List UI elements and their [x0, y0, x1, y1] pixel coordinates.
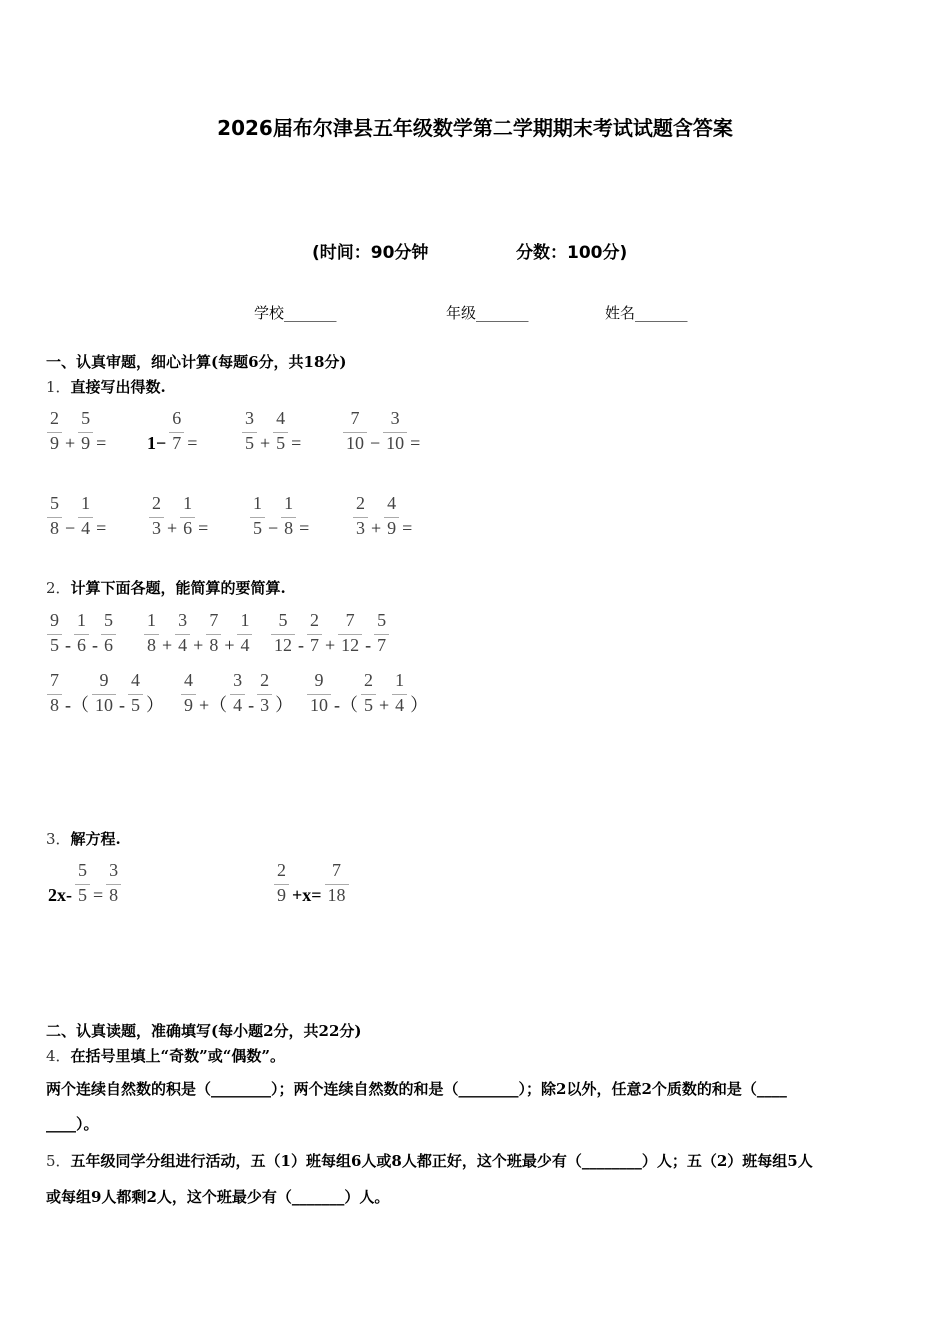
operator: - — [119, 695, 125, 715]
denominator: 8 — [281, 517, 296, 538]
numerator: 9 — [50, 610, 59, 630]
fraction — [169, 408, 184, 453]
expression — [352, 493, 414, 538]
operator: +x= — [292, 885, 322, 905]
school-field: 学校_______ — [254, 304, 337, 322]
denominator: 9 — [78, 432, 93, 453]
denominator: 6 — [74, 634, 89, 655]
question-number: 5． — [46, 1152, 71, 1170]
fraction — [206, 610, 221, 655]
numerator: 2 — [310, 610, 319, 630]
numerator: 1 — [395, 670, 405, 690]
numerator: 5 — [50, 493, 59, 513]
fraction — [281, 493, 296, 538]
numerator: 7 — [350, 408, 360, 428]
operator: + — [167, 518, 178, 538]
numerator: 1 — [284, 493, 294, 513]
denominator: 3 — [149, 517, 164, 538]
fraction — [47, 610, 62, 655]
operator: = — [402, 518, 413, 538]
fraction — [274, 860, 289, 905]
expression — [342, 408, 422, 453]
fraction — [75, 860, 90, 905]
numerator: 3 — [178, 610, 188, 630]
denominator: 9 — [47, 432, 62, 453]
question-number: 1． — [46, 378, 71, 396]
question-1 — [46, 376, 166, 397]
exam-time: (时间：90分钟 — [312, 243, 429, 263]
operator: + — [260, 433, 271, 453]
fraction — [144, 610, 159, 655]
expression — [46, 610, 117, 655]
question-number: 3． — [46, 830, 71, 848]
numerator: 5 — [81, 408, 91, 428]
fraction — [47, 493, 62, 538]
denominator: 5 — [47, 634, 62, 655]
fraction — [78, 408, 93, 453]
fraction — [271, 610, 295, 655]
denominator: 5 — [128, 694, 143, 715]
question-4-line-2: ____）。 — [46, 1115, 99, 1133]
numerator: 6 — [172, 408, 182, 428]
fraction — [307, 610, 322, 655]
fraction — [101, 610, 116, 655]
denominator: 7 — [169, 432, 184, 453]
denominator: 3 — [353, 517, 368, 538]
numerator: 2 — [277, 860, 286, 880]
operator: - — [298, 635, 304, 655]
operator: + — [65, 433, 76, 453]
denominator: 7 — [307, 634, 322, 655]
question-4 — [46, 1045, 285, 1066]
expression — [148, 493, 210, 538]
denominator: 4 — [230, 694, 245, 715]
denominator: 10 — [383, 432, 407, 453]
operator: - — [248, 695, 255, 715]
fraction — [78, 493, 93, 538]
numerator: 5 — [377, 610, 387, 630]
fraction — [361, 670, 376, 715]
expression — [249, 493, 311, 538]
denominator: 4 — [78, 517, 93, 538]
expression — [241, 408, 303, 453]
numerator: 9 — [314, 670, 324, 690]
denominator: 3 — [257, 694, 272, 715]
denominator: 18 — [325, 884, 349, 905]
numerator: 2 — [152, 493, 161, 513]
operator: + — [193, 635, 204, 655]
operator: + — [371, 518, 382, 538]
denominator: 9 — [384, 517, 399, 538]
denominator: 12 — [338, 634, 362, 655]
fraction — [273, 408, 288, 453]
exam-score: 分数：100分) — [516, 243, 628, 263]
equation — [273, 860, 350, 905]
denominator: 9 — [274, 884, 289, 905]
expression — [180, 670, 295, 715]
operator: = — [187, 433, 198, 453]
denominator: 5 — [242, 432, 257, 453]
fraction — [383, 408, 407, 453]
fraction — [353, 493, 368, 538]
section-1-heading: 一、认真审题，细心计算(每题6分，共18分) — [46, 353, 347, 371]
numerator: 4 — [276, 408, 286, 428]
operator: - — [65, 635, 71, 655]
fraction — [230, 670, 245, 715]
numerator: 5 — [278, 610, 288, 630]
numerator: 3 — [245, 408, 254, 428]
denominator: 8 — [144, 634, 159, 655]
numerator: 1 — [240, 610, 250, 630]
numerator: 2 — [364, 670, 373, 690]
operator: -（ — [65, 695, 89, 715]
numerator: 1 — [253, 493, 262, 513]
numerator: 5 — [78, 860, 87, 880]
section-2-heading: 二、认真读题，准确填写(每小题2分，共22分) — [46, 1022, 362, 1040]
fraction — [180, 493, 195, 538]
operator: − — [268, 518, 279, 538]
operator: + — [162, 635, 173, 655]
fraction — [74, 610, 89, 655]
numerator: 1 — [147, 610, 156, 630]
operator: ） — [275, 695, 294, 715]
denominator: 10 — [343, 432, 367, 453]
fraction — [47, 408, 62, 453]
denominator: 5 — [273, 432, 288, 453]
fraction — [237, 610, 252, 655]
denominator: 7 — [374, 634, 389, 655]
operator: +（ — [199, 695, 228, 715]
expression — [143, 610, 253, 655]
operator: -（ — [334, 695, 358, 715]
grade-field: 年级_______ — [446, 304, 529, 322]
numerator: 1 — [183, 493, 193, 513]
fraction — [325, 860, 349, 905]
operator: = — [410, 433, 421, 453]
numerator: 7 — [50, 670, 59, 690]
fraction — [92, 670, 116, 715]
name-field: 姓名_______ — [605, 304, 688, 322]
denominator: 8 — [47, 694, 62, 715]
denominator: 5 — [361, 694, 376, 715]
denominator: 8 — [106, 884, 121, 905]
numerator: 7 — [345, 610, 355, 630]
denominator: 4 — [237, 634, 252, 655]
numerator: 5 — [104, 610, 113, 630]
operator: ） — [410, 695, 429, 715]
operator: = — [299, 518, 310, 538]
numerator: 4 — [131, 670, 140, 690]
operator: = — [93, 885, 104, 905]
fraction — [149, 493, 164, 538]
operator: ） — [146, 695, 164, 715]
numerator: 2 — [260, 670, 270, 690]
denominator: 6 — [180, 517, 195, 538]
question-number: 4． — [46, 1047, 71, 1065]
equation — [46, 860, 122, 905]
question-3 — [46, 828, 121, 849]
operator: + — [325, 635, 336, 655]
question-number: 2． — [46, 579, 71, 597]
denominator: 12 — [271, 634, 295, 655]
operator: 1− — [147, 433, 167, 453]
fraction — [392, 670, 407, 715]
denominator: 4 — [392, 694, 407, 715]
numerator: 4 — [387, 493, 397, 513]
operator: + — [224, 635, 235, 655]
denominator: 8 — [47, 517, 62, 538]
expression — [46, 493, 108, 538]
fraction — [106, 860, 121, 905]
fraction — [128, 670, 143, 715]
operator: = — [198, 518, 209, 538]
operator: = — [96, 518, 107, 538]
fraction — [307, 670, 331, 715]
question-text: 直接写出得数. — [70, 378, 166, 396]
denominator: 5 — [250, 517, 265, 538]
question-5-line-1: 五年级同学分组进行活动，五（1）班每组6人或8人都正好，这个班最少有（________）人；五（2）班每组5人 — [70, 1152, 813, 1170]
question-text: 解方程. — [70, 830, 121, 848]
expression — [145, 408, 199, 453]
numerator: 7 — [332, 860, 342, 880]
fraction — [47, 670, 62, 715]
fraction — [175, 610, 190, 655]
question-text: 计算下面各题，能简算的要简算. — [70, 579, 286, 597]
numerator: 3 — [233, 670, 243, 690]
expression — [46, 408, 108, 453]
fraction — [343, 408, 367, 453]
denominator: 10 — [92, 694, 116, 715]
denominator: 4 — [175, 634, 190, 655]
fraction — [250, 493, 265, 538]
numerator: 9 — [99, 670, 109, 690]
fraction — [384, 493, 399, 538]
question-5 — [46, 1150, 813, 1171]
operator: + — [379, 695, 390, 715]
numerator: 2 — [50, 408, 59, 428]
expression — [306, 670, 430, 715]
fraction — [181, 670, 196, 715]
denominator: 5 — [75, 884, 90, 905]
page-title: 2026届布尔津县五年级数学第二学期期末考试试题含答案 — [217, 116, 733, 140]
question-5-line-2: 或每组9人都剩2人，这个班最少有（_______）人。 — [46, 1188, 390, 1206]
numerator: 3 — [390, 408, 400, 428]
numerator: 1 — [81, 493, 91, 513]
operator: - — [92, 635, 98, 655]
operator: = — [291, 433, 302, 453]
operator: = — [96, 433, 107, 453]
operator: − — [65, 518, 76, 538]
question-4-line-1: 两个连续自然数的积是（________）；两个连续自然数的和是（________）；除2以外，任意2个质数的和是（____ — [46, 1080, 787, 1098]
fraction — [242, 408, 257, 453]
numerator: 4 — [184, 670, 193, 690]
denominator: 9 — [181, 694, 196, 715]
fraction — [338, 610, 362, 655]
numerator: 7 — [209, 610, 219, 630]
expression — [46, 670, 166, 715]
numerator: 3 — [109, 860, 119, 880]
operator: − — [370, 433, 381, 453]
expression — [270, 610, 390, 655]
question-2 — [46, 577, 286, 598]
fraction — [374, 610, 389, 655]
denominator: 10 — [307, 694, 331, 715]
numerator: 2 — [356, 493, 365, 513]
numerator: 1 — [77, 610, 86, 630]
fraction — [257, 670, 272, 715]
question-text: 在括号里填上“奇数”或“偶数”。 — [70, 1047, 286, 1065]
operator: 2x- — [48, 885, 72, 905]
denominator: 8 — [206, 634, 221, 655]
operator: - — [365, 635, 372, 655]
denominator: 6 — [101, 634, 116, 655]
